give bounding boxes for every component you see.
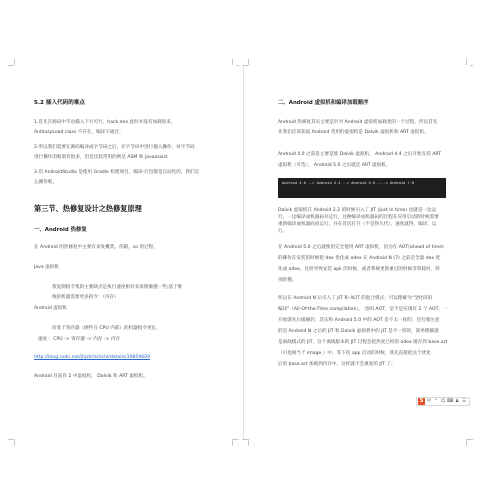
paragraph-line: （可也相当于 image ）中，等下次 app 启动的时候，我先直接把这个优化 xyxy=(278,351,431,356)
paragraph-line: 么操作呢。 xyxy=(34,180,57,185)
label-java-vm: Java 虚拟机 xyxy=(34,265,59,270)
paragraph-line: 的是 Android N 之后的 JIT 和 Dalvik 虚拟机中的 JIT 是不一样的，简单理解就 xyxy=(278,329,439,334)
code-block xyxy=(278,178,446,198)
crop-mark xyxy=(242,439,249,446)
paragraph-line: 进行操作的框架有很多，但是比较常用的则是 ASM 和 javaassist xyxy=(34,155,168,160)
ime-emoji-icon[interactable]: ☺ xyxy=(440,399,446,404)
paragraph-line: Android 目前有 2 中虚拟机， Dalvik 和 ART 虚拟机。 xyxy=(34,374,148,379)
sub-heading: 一、Android 热修复 xyxy=(34,227,87,233)
chapter-title: 第三节、热修复设计之热修复原理 xyxy=(34,204,142,213)
right-page xyxy=(248,65,470,439)
paragraph-line: Android 热修复其实主要是针对 Android 虚拟机加载类的一个过程，所以首先 xyxy=(278,120,438,125)
crop-mark xyxy=(466,439,473,446)
paragraph-line: 编译"（All-Of-the-Time compilation）。 也叫 AOT，是不是实现有 2 个 AOT，一 xyxy=(278,307,448,312)
paragraph-line: 3.但 AndroidStudio 是使用 Gradle 构建项目，编译-打包都是自动化的，我们怎 xyxy=(34,170,200,175)
page-divider xyxy=(243,65,244,439)
paragraph-line: 重新编译成机器码再运行，并在首次打开（不是得久代），速度就得，编译，运 xyxy=(278,222,437,227)
paragraph-line: 的操作在安装的时候把 dex 优化成 odex 在 Android N (7) 之前是全量 dex 优 xyxy=(278,256,441,261)
code-line: Android 4.0 --> Android 4.4 --> Android 5.0 ----> Android 7.0 xyxy=(282,181,414,185)
paragraph-line: 2.所以我们需要在源码编译成字节码之后，在字节码中进行插入操作，对字节码 xyxy=(34,145,195,150)
paragraph-line: 所以在 Android N 后引入了 JIT 和 AOT 的混合模式；可以理解为"全时段的 xyxy=(278,296,433,301)
ime-chinese-mode[interactable]: 中 xyxy=(426,399,432,404)
paragraph-line: 行，一边编译成机器码并运行，这种编译成机器码的过程在应用启动的时候需要 xyxy=(278,215,439,220)
paragraph-line: 化成 odex，这样导致安装 apk 的时候，或者系统更新重启的时候非常耗时，特 xyxy=(278,267,440,272)
ime-skin-icon[interactable]: ♟ xyxy=(454,399,460,404)
crop-mark xyxy=(8,439,15,446)
paragraph-line: 后的 base.art 加载到内存中，这样就不会重复的 JIT 了。 xyxy=(278,362,396,367)
ime-logo-icon[interactable]: S xyxy=(419,398,424,404)
crop-mark xyxy=(232,439,239,446)
ime-toolbar[interactable] xyxy=(416,397,470,406)
paragraph-line: 栈的机器需要更多指令：（内存） xyxy=(52,295,119,300)
left-page xyxy=(14,65,236,439)
paragraph-line: 在 Android 的热修复中主要有来复概类。你跟，so 的过程。 xyxy=(34,245,158,250)
label-android-vm: Android 虚拟机 xyxy=(34,306,68,311)
paragraph-line: AntilazyLoad.class 不存在，编译不通过。 xyxy=(34,130,124,135)
paragraph-line: 虚拟机（可选）， Android 5.0 之后就是 ART 虚拟机。 xyxy=(278,163,391,168)
ime-keyboard-icon[interactable]: ⌨ xyxy=(447,399,454,404)
paragraph-line: 速度： CPU -> 寄存器 -> 内存 -> 内存 xyxy=(38,337,121,342)
paragraph-line: 我复制指令集的主要缺点是执行速度相对来说稍微慢一些;基于堆 xyxy=(52,285,183,290)
ime-menu-icon[interactable]: ☰ xyxy=(461,399,467,404)
paragraph-line: 别的慢。 xyxy=(278,278,297,283)
paragraph-line: 先我们应该知道 Android 常用的虚拟机是 Dalvik 虚拟机和 ART 虚拟机。 xyxy=(278,130,429,135)
paragraph-line: 1.首先在源码中手动插入下方可行，hack.dex 此时并没有加载进来， xyxy=(34,120,176,125)
section-heading: 5.2 插入代码的难点 xyxy=(34,100,86,106)
paragraph-line: 行。 xyxy=(278,229,288,234)
paragraph-line: Android 4.0 之前是主要是使 Dalvik 虚拟机， Android 4.4 之后开始支持 ART xyxy=(278,152,441,157)
paragraph-line: 在 Android 5.0 之后就使用完全使用 ART 虚拟机，因为在 AOT(ahead of time) xyxy=(278,245,444,250)
ime-punctuation-icon[interactable]: ° xyxy=(434,399,438,404)
paragraph-line: 开始就先后缓解的，其实和 Android 5.0 中的 AOT 是不太一样的；还有要注意 xyxy=(278,318,440,323)
paragraph-line: Dalvik 虚拟机在 Android 2.2 的时候引入了 JIT (Just In time) 也就是一边运 xyxy=(278,208,437,213)
section-heading: 二、Android 虚拟机和编译加载顺序 xyxy=(278,100,369,106)
paragraph-line: 而基于寄存器（硬件在 CPU 内部）的机器指令更长， xyxy=(52,326,161,331)
reference-link[interactable]: http://blog.csdn.net/jhjztr/article/details/39859609 xyxy=(34,355,151,360)
paragraph-line: 是离线模式的 JIT，这个离线版本的 JIT 过程会把热度已经的 odex 缓存到 base.art xyxy=(278,340,448,345)
